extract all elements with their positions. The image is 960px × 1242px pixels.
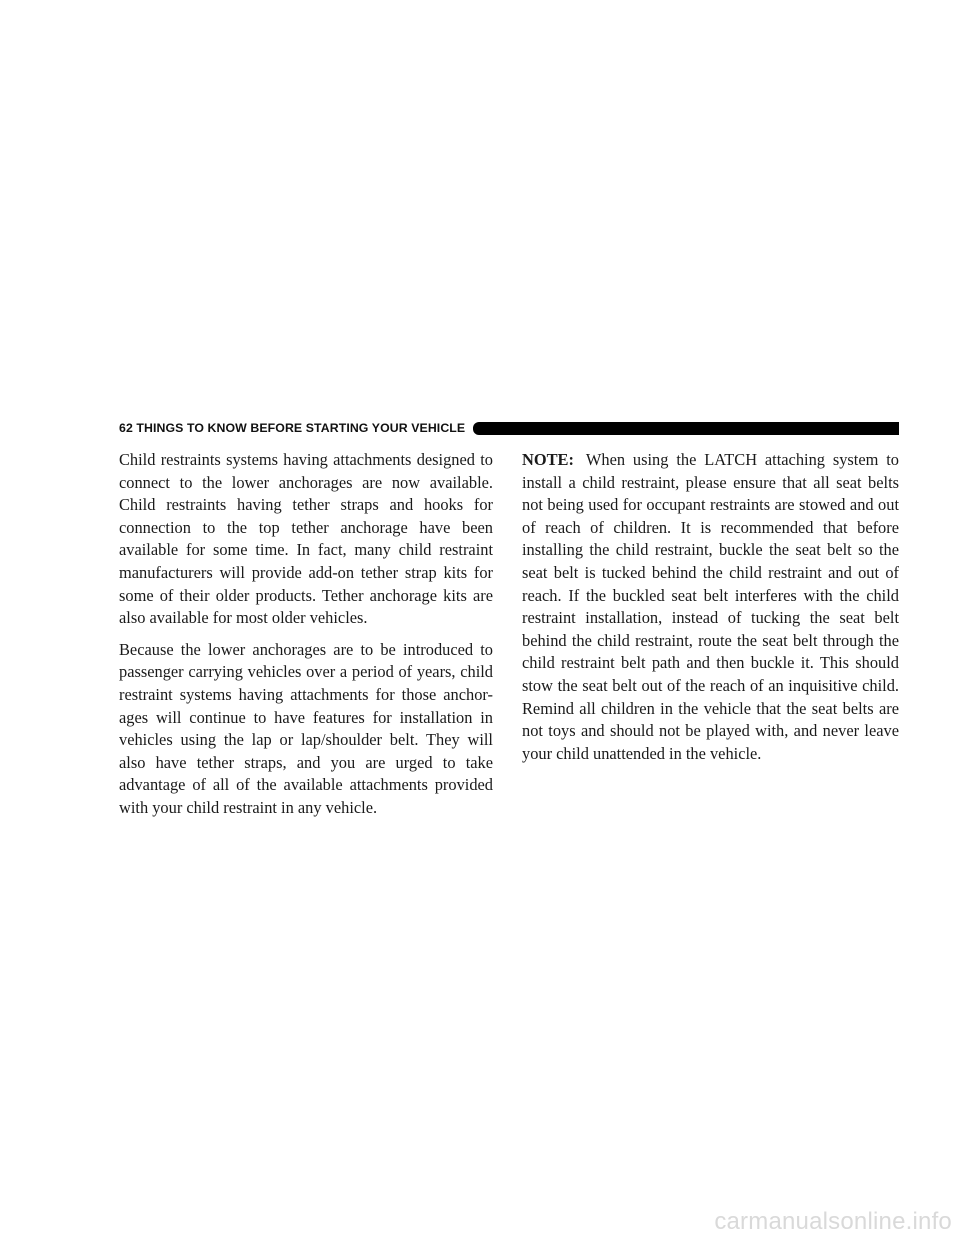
note-label: NOTE: — [522, 450, 574, 469]
watermark: carmanualsonline.info — [714, 1208, 952, 1235]
page-header — [119, 417, 899, 439]
paragraph-child-restraints: Child restraints systems having attachments designed to connect to the lower anchorages are now available. Child restraints having tether straps and hooks for connection to the top tether anchorage have been available for some time. In fact, many child restraint manufacturers will provide add-on tether strap kits for some of their older products. Tether anchorage kits are also available for most older vehicles. — [119, 450, 493, 628]
note-text: When using the LATCH attaching system to install a child restraint, please ensure that all seat belts not being used for occupant restraints are stowed and out of reach of children. It is recommended that before installing the child restraint, buckle the seat belt so the seat belt is tucked behind the child restraint and out of reach. If the buckled seat belt interferes with the child restraint installation, instead of tucking the seat belt behind the child restraint, route the seat belt through the child restraint belt path and then buckle it. This should stow the seat belt out of the reach of an inquisitive child. Remind all children in the vehicle that the seat belts are not toys and should not be played with, and never leave your child unattended in the vehicle. — [522, 450, 899, 763]
left-column — [119, 449, 493, 829]
paragraph-lower-anchorages: Because the lower anchorages are to be introduced to passenger carrying vehicles over a period of years, child restraint systems having attachments for those anchor-ages will continue to have features for installation in vehicles using the lap or lap/shoulder belt. They will also have tether straps, and you are urged to take advantage of all of the available attachments provided with your child restraint in any vehicle. — [119, 639, 493, 817]
page-header-text: 62 THINGS TO KNOW BEFORE STARTING YOUR VEHICLE — [119, 421, 466, 435]
header-rule — [473, 422, 899, 435]
right-column — [522, 449, 899, 774]
note-paragraph — [522, 449, 899, 765]
